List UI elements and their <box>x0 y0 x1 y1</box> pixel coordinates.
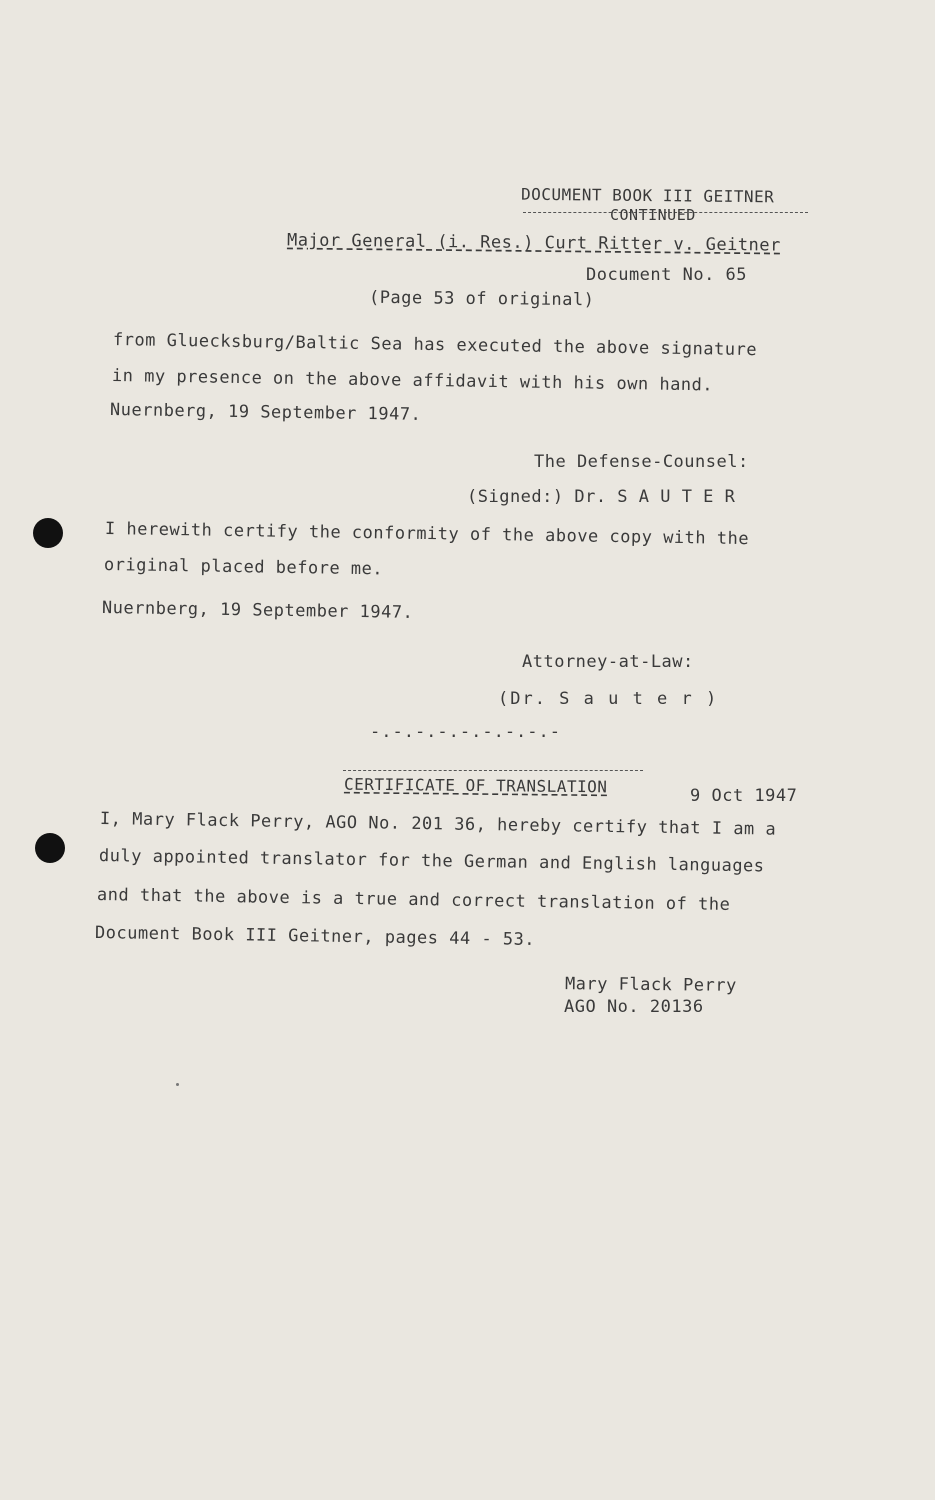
certificate-dash-line <box>343 770 643 771</box>
certificate-date: 9 Oct 1947 <box>690 786 798 806</box>
paper-speck <box>176 1083 179 1086</box>
document-book-title: DOCUMENT BOOK III GEITNER <box>520 184 775 207</box>
continued-label: CONTINUED <box>610 206 696 224</box>
certificate-line-4: Document Book III Geitner, pages 44 - 53. <box>94 923 536 950</box>
punch-hole-top <box>33 518 63 548</box>
signed-sauter: (Signed:) Dr. S A U T E R <box>467 487 736 507</box>
separator-line: -.-.-.-.-.-.-.-.- <box>370 722 561 742</box>
attorney-label: Attorney-at-Law: <box>522 652 694 672</box>
translator-ago-number: AGO No. 20136 <box>564 997 704 1017</box>
conformity-line-2: original placed before me. <box>103 555 384 580</box>
affidavit-line-2: in my presence on the above affidavit with his own hand. <box>111 366 714 396</box>
affidavit-place-date: Nuernberg, 19 September 1947. <box>109 400 422 425</box>
translator-signature-name: Mary Flack Perry <box>564 974 737 996</box>
defense-counsel-label: The Defense-Counsel: <box>534 452 749 472</box>
certificate-line-1: I, Mary Flack Perry, AGO No. 201 36, hereby certify that I am a <box>99 809 777 840</box>
page-reference: (Page 53 of original) <box>368 287 595 311</box>
conformity-place-date: Nuernberg, 19 September 1947. <box>101 598 414 623</box>
person-name-heading: Major General (i. Res.) Curt Ritter v. Geitner <box>286 230 781 256</box>
certificate-line-3: and that the above is a true and correct translation of the <box>96 885 731 915</box>
certificate-line-2: duly appointed translator for the German and English languages <box>98 846 765 877</box>
certificate-title: CERTIFICATE OF TRANSLATION <box>343 774 608 797</box>
document-number: Document No. 65 <box>586 265 748 285</box>
punch-hole-bottom <box>35 833 65 863</box>
conformity-line-1: I herewith certify the conformity of the above copy with the <box>104 519 750 550</box>
attorney-name: (Dr. S a u t e r ) <box>498 689 719 709</box>
affidavit-line-1: from Gluecksburg/Baltic Sea has executed the above signature <box>112 330 758 361</box>
